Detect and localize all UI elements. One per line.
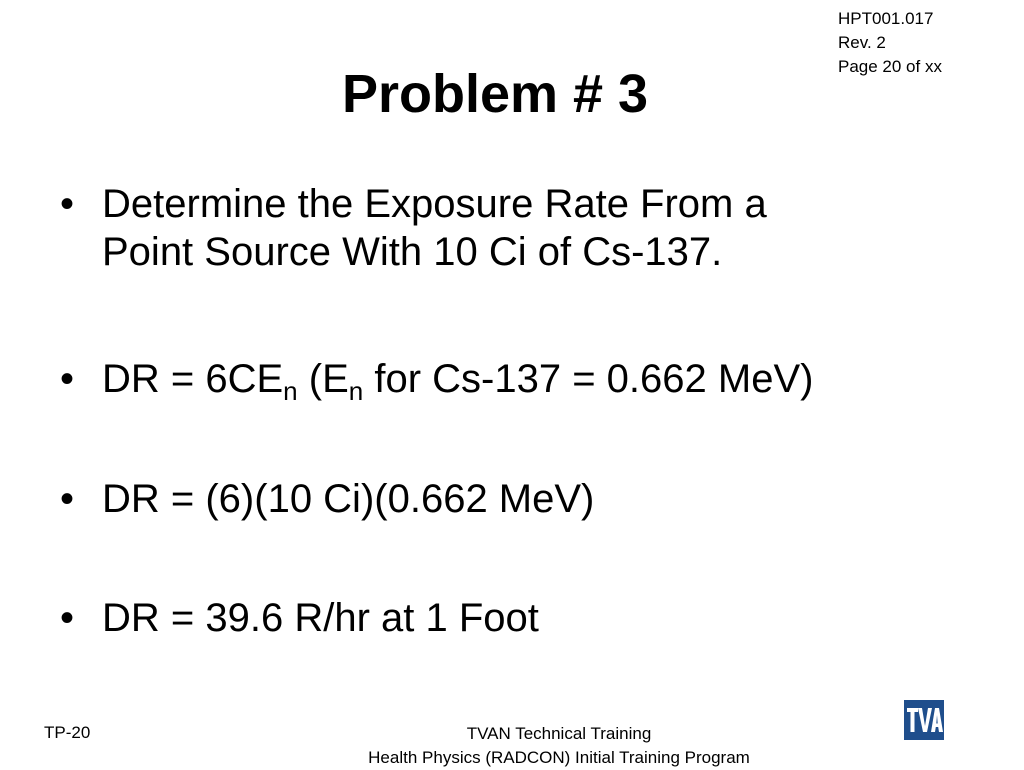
footer-text: [300, 722, 818, 770]
bullet-marker: •: [60, 596, 75, 640]
bullet-text: DR = 39.6 R/hr at 1 Foot: [102, 596, 539, 640]
bullet-text-line: Point Source With 10 Ci of Cs-137.: [102, 230, 723, 274]
footer-line: Health Physics (RADCON) Initial Training Program: [368, 748, 750, 767]
bullet-text-line: Determine the Exposure Rate From a: [102, 182, 767, 226]
bullet-marker: •: [60, 477, 75, 521]
formula-text: DR = 6CE: [102, 357, 284, 401]
formula-text: (E: [297, 357, 349, 401]
subscript: n: [283, 376, 298, 406]
bullet-item: [60, 355, 1002, 406]
bullet-item: [60, 180, 982, 276]
formula-text: for Cs-137 = 0.662 MeV): [363, 357, 814, 401]
page-number: Page 20 of xx: [838, 57, 942, 76]
tva-logo-icon: [904, 700, 944, 740]
tva-logo-graphic: [904, 700, 944, 740]
doc-id: HPT001.017: [838, 9, 934, 28]
bullet-text: DR = (6)(10 Ci)(0.662 MeV): [102, 477, 595, 521]
bullet-marker: •: [60, 182, 75, 226]
slide-number: TP-20: [44, 723, 91, 742]
bullet-marker: •: [60, 357, 75, 401]
bullet-item: [60, 594, 1002, 642]
revision: Rev. 2: [838, 33, 886, 52]
subscript: n: [348, 376, 364, 406]
footer-line: TVAN Technical Training: [466, 724, 652, 743]
bullet-item: [60, 475, 1002, 523]
slide-title: Problem # 3: [341, 64, 649, 124]
